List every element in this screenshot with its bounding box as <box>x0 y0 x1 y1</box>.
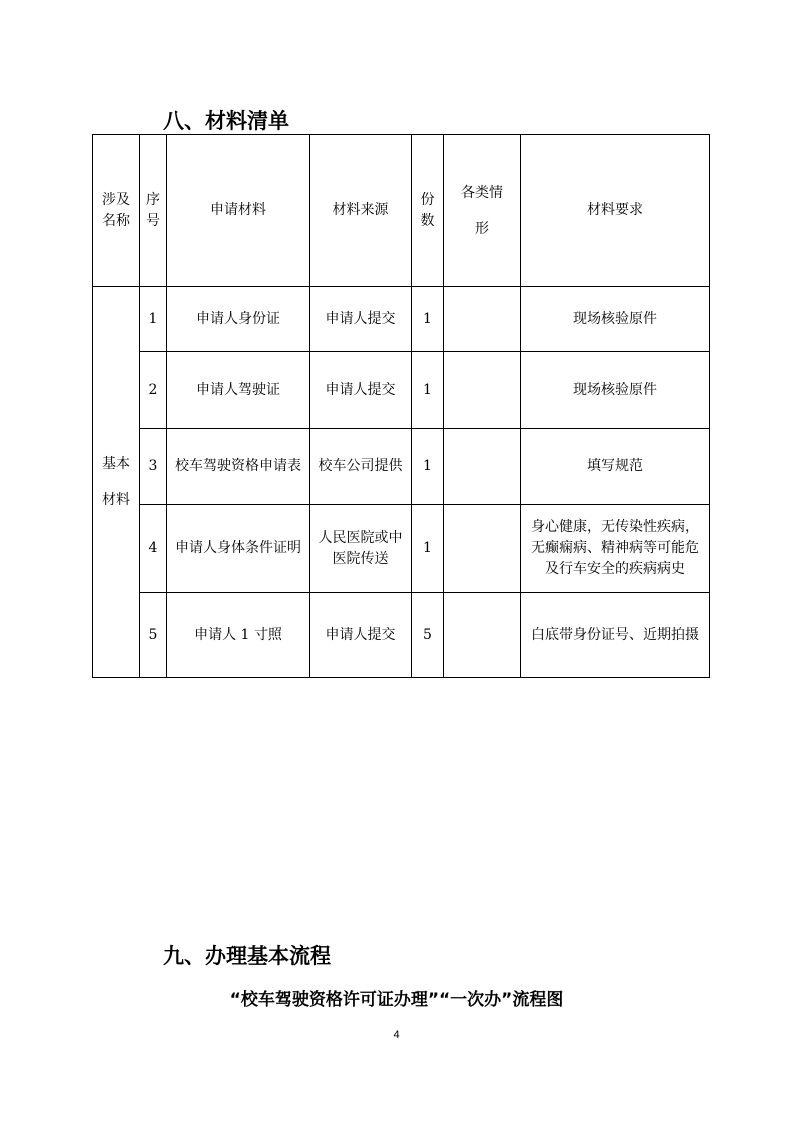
materials-table <box>92 134 710 678</box>
header-material: 申请材料 <box>167 135 310 287</box>
header-requirement: 材料要求 <box>521 135 710 287</box>
table-row <box>93 352 710 429</box>
row-copies: 1 <box>412 287 444 352</box>
row-source: 人民医院或中医院传送 <box>310 505 412 593</box>
row-situation <box>444 352 521 429</box>
row-material: 申请人身体条件证明 <box>167 505 310 593</box>
row-requirement: 现场核验原件 <box>521 352 710 429</box>
table-row <box>93 429 710 505</box>
row-situation <box>444 429 521 505</box>
header-situation: 各类情 形 <box>444 135 521 287</box>
group-label-basic-materials: 基本 材料 <box>93 287 140 678</box>
row-situation <box>444 287 521 352</box>
row-source: 申请人提交 <box>310 352 412 429</box>
row-material: 申请人 1 寸照 <box>167 593 310 678</box>
table-row <box>93 505 710 593</box>
flowchart-title: “校车驾驶资格许可证办理”“一次办”流程图 <box>229 990 564 1010</box>
row-material: 校车驾驶资格申请表 <box>167 429 310 505</box>
row-material: 申请人身份证 <box>167 287 310 352</box>
row-source: 申请人提交 <box>310 287 412 352</box>
row-index: 2 <box>140 352 167 429</box>
row-material: 申请人驾驶证 <box>167 352 310 429</box>
page-number: 4 <box>393 1029 400 1041</box>
row-index: 3 <box>140 429 167 505</box>
header-source: 材料来源 <box>310 135 412 287</box>
row-situation <box>444 505 521 593</box>
section-title-process: 九、办理基本流程 <box>163 944 331 968</box>
row-requirement: 身心健康，无传染性疾病，无癫痫病、精神病等可能危及行车安全的疾病病史 <box>521 505 710 593</box>
row-copies: 1 <box>412 352 444 429</box>
header-copies: 份 数 <box>412 135 444 287</box>
row-index: 4 <box>140 505 167 593</box>
row-requirement: 现场核验原件 <box>521 287 710 352</box>
row-requirement: 白底带身份证号、近期拍摄 <box>521 593 710 678</box>
table-row <box>93 287 710 352</box>
section-title-materials: 八、材料清单 <box>163 109 289 133</box>
row-source: 申请人提交 <box>310 593 412 678</box>
row-requirement: 填写规范 <box>521 429 710 505</box>
header-category: 涉及 名称 <box>93 135 140 287</box>
row-situation <box>444 593 521 678</box>
row-index: 5 <box>140 593 167 678</box>
table-header-row <box>93 135 710 287</box>
row-index: 1 <box>140 287 167 352</box>
row-copies: 1 <box>412 505 444 593</box>
header-index: 序 号 <box>140 135 167 287</box>
table-row <box>93 593 710 678</box>
row-copies: 5 <box>412 593 444 678</box>
row-source: 校车公司提供 <box>310 429 412 505</box>
row-copies: 1 <box>412 429 444 505</box>
